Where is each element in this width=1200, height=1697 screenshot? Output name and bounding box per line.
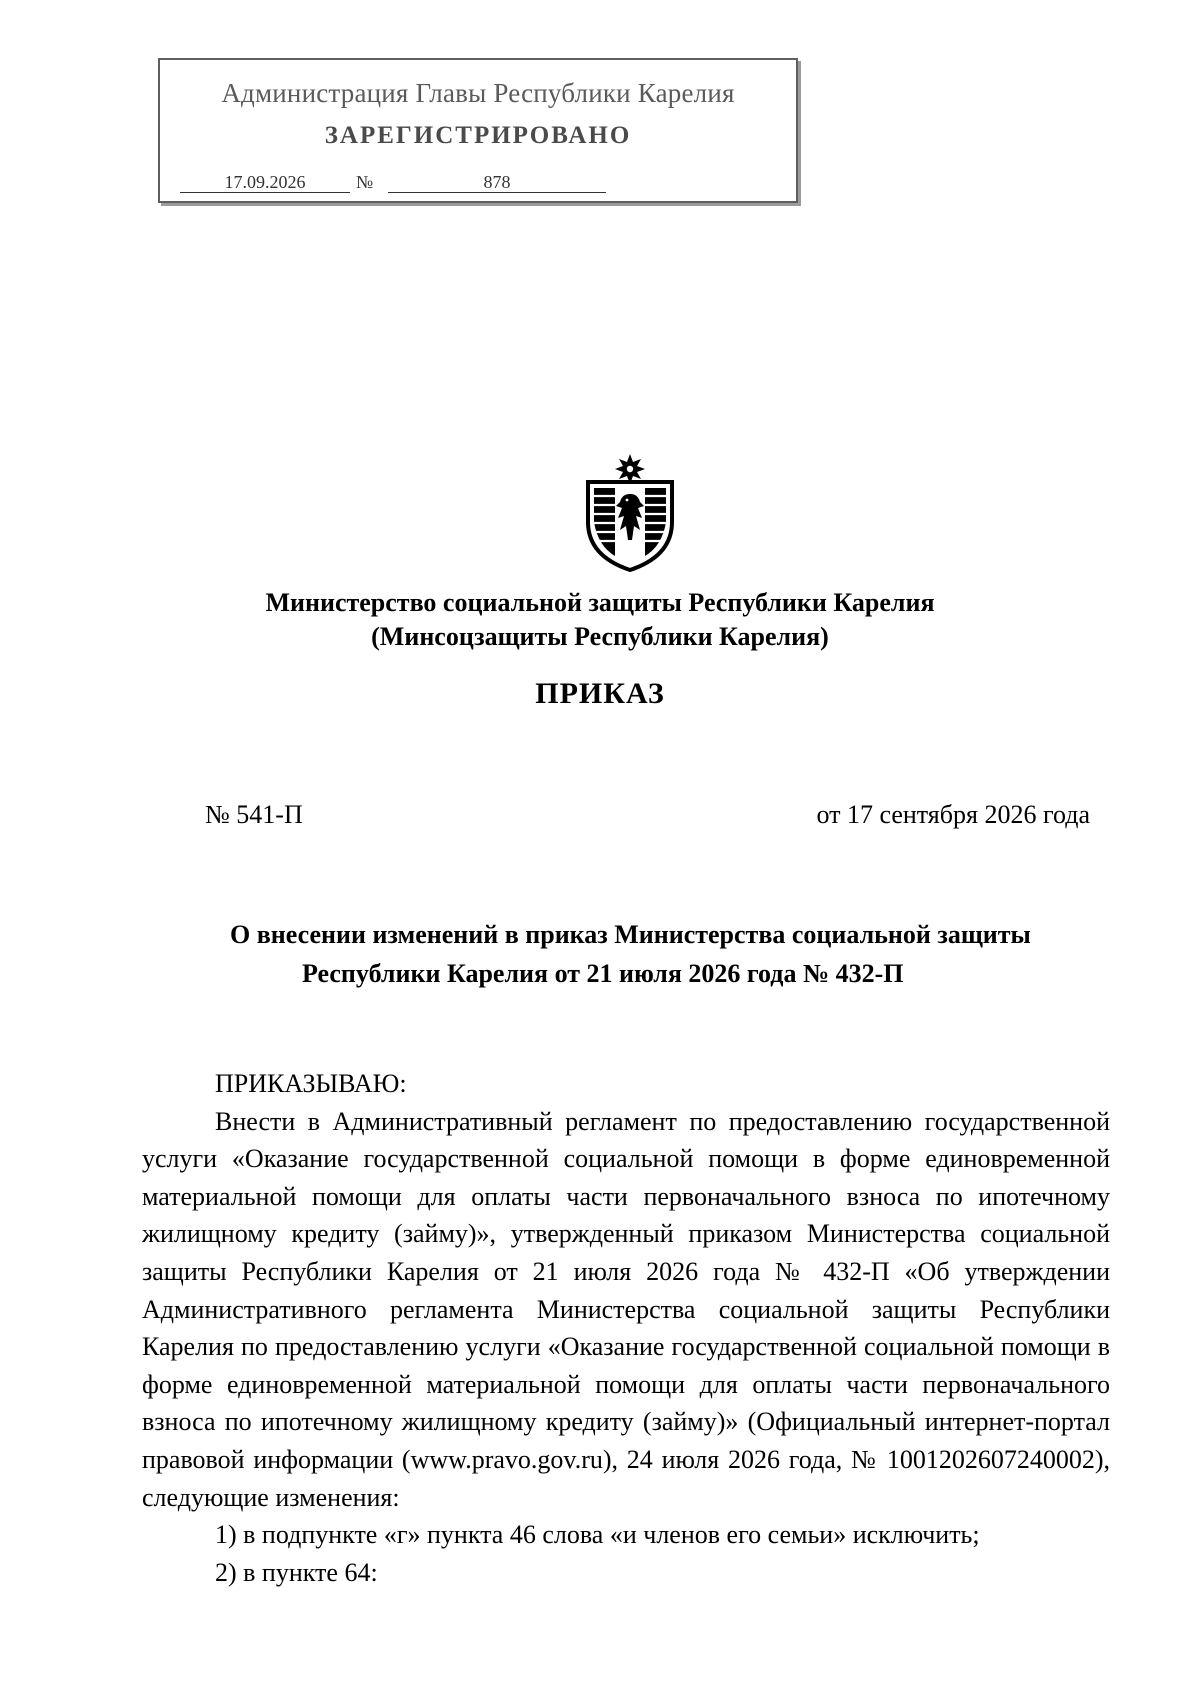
list-item: 1) в подпункте «г» пункта 46 слова «и членов его семьи» исключить; <box>215 1520 980 1550</box>
stamp-number-label: № <box>356 172 374 192</box>
main-paragraph: Внести в Административный регламент по предоставлению государственной услуги «Оказание государственной социальной помощи в форме единовременной материальной помощи для оплаты части первоначального взноса по ипотечному жилищному кредиту (займу)», утвержденный приказом Министерства социальной защиты Республики Карелия от 21 июля 2026 года № 432-П «Об утверждении Административного регламента Министерства социальной защиты Республики Карелия по предоставлению услуги «Оказание государственной социальной помощи в форме единовременной материальной помощи для оплаты части первоначального взноса по ипотечному жилищному кредиту (займу)» (Официальный интернет-портал правовой информации (www.pravo.gov.ru), 24 июля 2026 года, № 1001202607240002), следующие изменения: <box>142 1106 1110 1512</box>
directive-word: ПРИКАЗЫВАЮ: <box>215 1069 407 1098</box>
stamp-authority: Администрация Главы Республики Карелия <box>221 78 735 108</box>
karelia-coat-of-arms-icon <box>582 452 678 572</box>
ministry-name <box>0 586 1200 654</box>
stamp-registered-label: ЗАРЕГИСТРИРОВАНО <box>324 122 632 149</box>
order-number: № 541-П <box>205 800 303 829</box>
subject-line-1: О внесении изменений в приказ Министерства социальной защиты <box>230 920 1031 949</box>
document-type-title: ПРИКАЗ <box>535 677 665 710</box>
stamp-date: 17.09.2026 <box>180 172 350 193</box>
order-body <box>142 1065 1110 1591</box>
ministry-full-name: Министерство социальной защиты Республики Карелия <box>265 588 935 617</box>
list-item: 2) в пункте 64: <box>215 1557 378 1587</box>
order-subject <box>230 915 1110 993</box>
stamp-registration-row <box>180 172 780 194</box>
subject-line-2: Республики Карелия от 21 июля 2026 года № 432-П <box>302 959 904 988</box>
stamp-number: 878 <box>388 172 606 193</box>
registration-stamp <box>158 58 798 203</box>
order-date: от 17 сентября 2026 года <box>816 800 1090 829</box>
ministry-short-name: (Минсоцзащиты Республики Карелия) <box>371 622 829 651</box>
